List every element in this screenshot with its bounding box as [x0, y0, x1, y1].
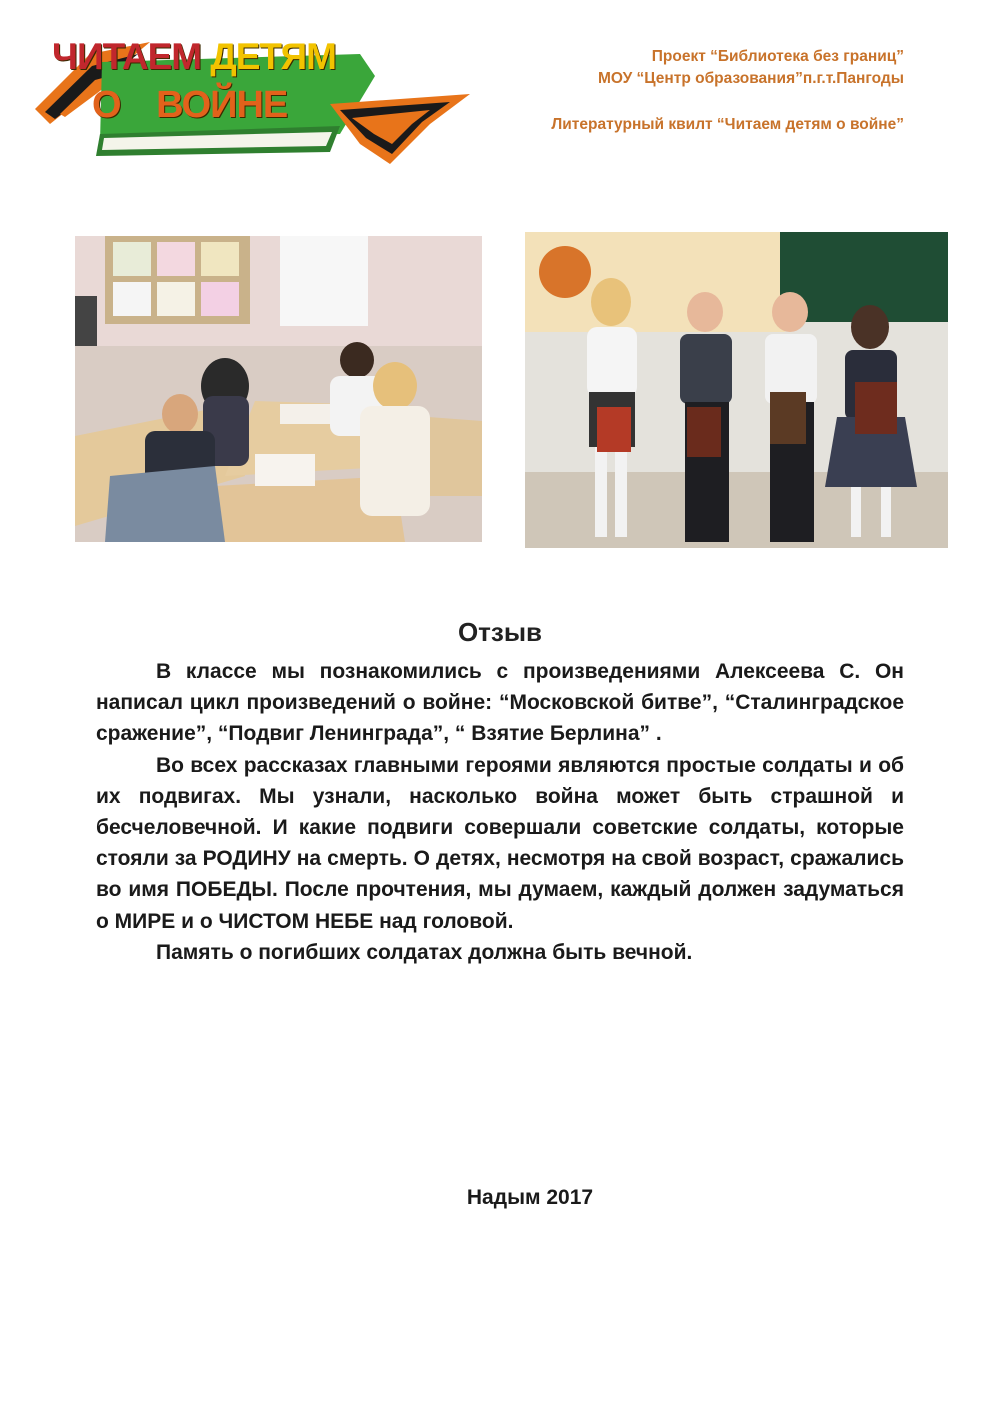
- logo-word-voyne: ВОЙНЕ: [156, 84, 288, 126]
- logo-word-detyam: ДЕТЯМ: [210, 36, 336, 77]
- footer-place-year: Надым 2017: [466, 1186, 594, 1209]
- logo-word-o: О: [92, 84, 121, 126]
- photo-children-with-books: [525, 232, 948, 548]
- review-body: [96, 656, 904, 968]
- review-paragraph: В классе мы познакомились с произведениями Алексеева С. Он написал цикл произведений о войне: “Московской битве”, “Сталинградское сражение”, “Подвиг Ленинграда”, “ Взятие Берлина” .: [96, 660, 904, 746]
- header-info: [551, 46, 904, 136]
- project-name: Проект “Библиотека без границ”: [651, 48, 904, 65]
- logo: [30, 14, 475, 166]
- logo-title-line2: [92, 84, 287, 127]
- review-paragraph: Память о погибших солдатах должна быть вечной.: [156, 940, 693, 964]
- organization-name: МОУ “Центр образования”п.г.т.Пангоды: [597, 70, 904, 87]
- quilt-name: Литературный квилт “Читаем детям о войне”: [551, 116, 904, 133]
- logo-title-line1: [52, 36, 336, 78]
- logo-word-chitaem: ЧИТАЕМ: [52, 36, 202, 77]
- review-paragraph: Во всех рассказах главными героями являются простые солдаты и об их подвигах. Мы узнали, насколько война может быть страшной и бесчеловечной. И какие подвиги совершали советские солдаты, которые стояли за РОДИНУ на смерть. О детях, несмотря на свой возраст, сражались во имя ПОБЕДЫ. После прочтения, мы думаем, каждый должен задуматься о МИРЕ и о ЧИСТОМ НЕБЕ над головой.: [96, 753, 904, 933]
- review-title: Отзыв: [457, 617, 543, 647]
- photo-children-reading: [75, 236, 482, 542]
